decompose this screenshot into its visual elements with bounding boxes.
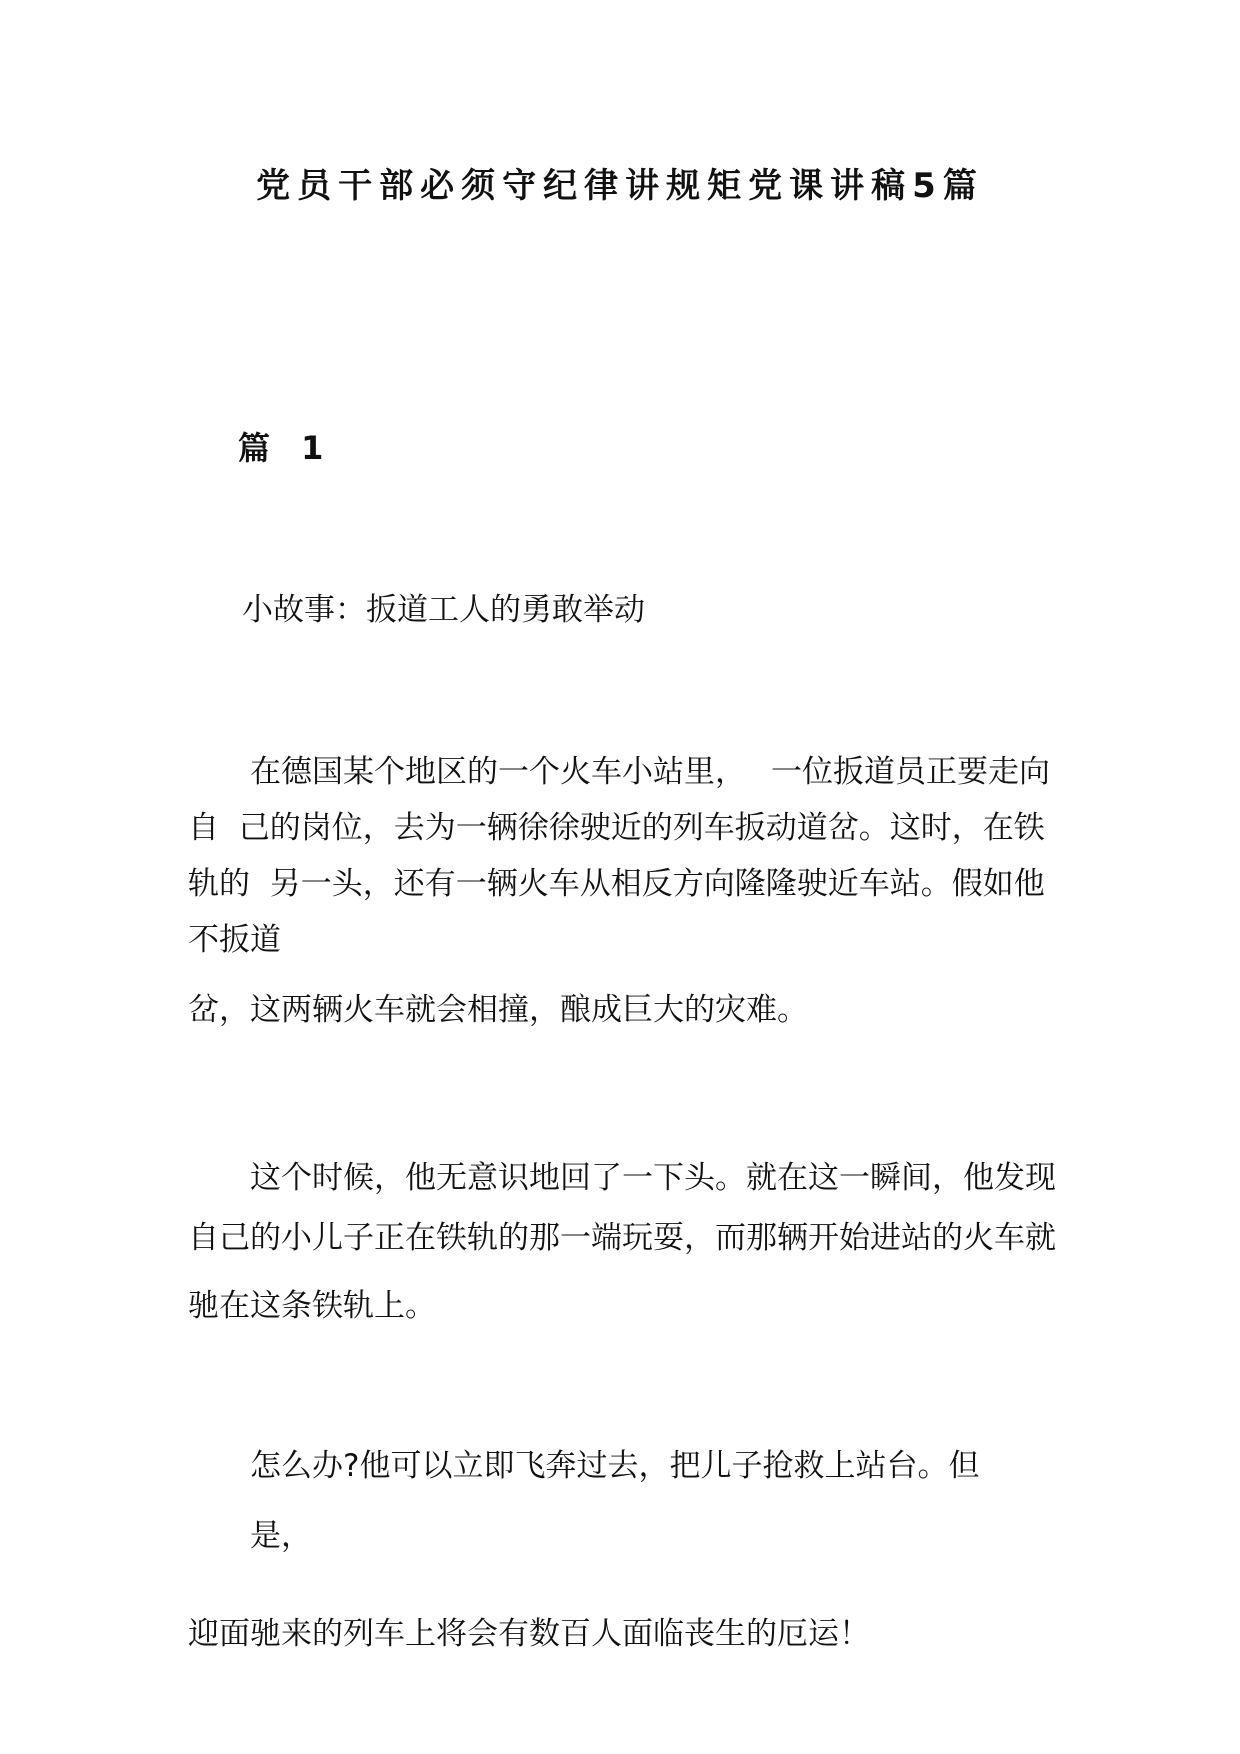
paragraph1-line1-b: 一位扳道员正要走向 (771, 754, 1050, 790)
paragraph3-line3: 迎面驰来的列车上将会有数百人面临丧生的厄运！ (188, 1616, 870, 1652)
paragraph2-line1: 这个时候，他无意识地回了一下头。就在这一瞬间，他发现 (250, 1160, 1056, 1196)
paragraph1-line1-a: 在德国某个地区的一个火车小站里， (250, 754, 746, 790)
paragraph2-line3: 驰在这条铁轨上。 (188, 1288, 436, 1324)
paragraph1-line5: 岔，这两辆火车就会相撞，酿成巨大的灾难。 (188, 992, 808, 1028)
chapter-heading: 篇 1 (238, 429, 334, 467)
paragraph1-line3: 轨的 另一头，还有一辆火车从相反方向隆隆驶近车站。假如他 (188, 866, 1045, 902)
paragraph2-line2: 自己的小儿子正在铁轨的那一端玩耍，而那辆开始进站的火车就 (188, 1220, 1056, 1256)
paragraph3-line1: 怎么办?他可以立即飞奔过去，把儿子抢救上站台。但 (250, 1448, 980, 1484)
story-heading: 小故事：扳道工人的勇敢举动 (242, 592, 645, 628)
document-title: 党员干部必须守纪律讲规矩党课讲稿5篇 (256, 166, 984, 206)
paragraph1-line2: 自 己的岗位，去为一辆徐徐驶近的列车扳动道岔。这时，在铁 (188, 810, 1045, 846)
paragraph1-line4: 不扳道 (188, 922, 281, 958)
paragraph3-line2: 是， (250, 1518, 312, 1554)
